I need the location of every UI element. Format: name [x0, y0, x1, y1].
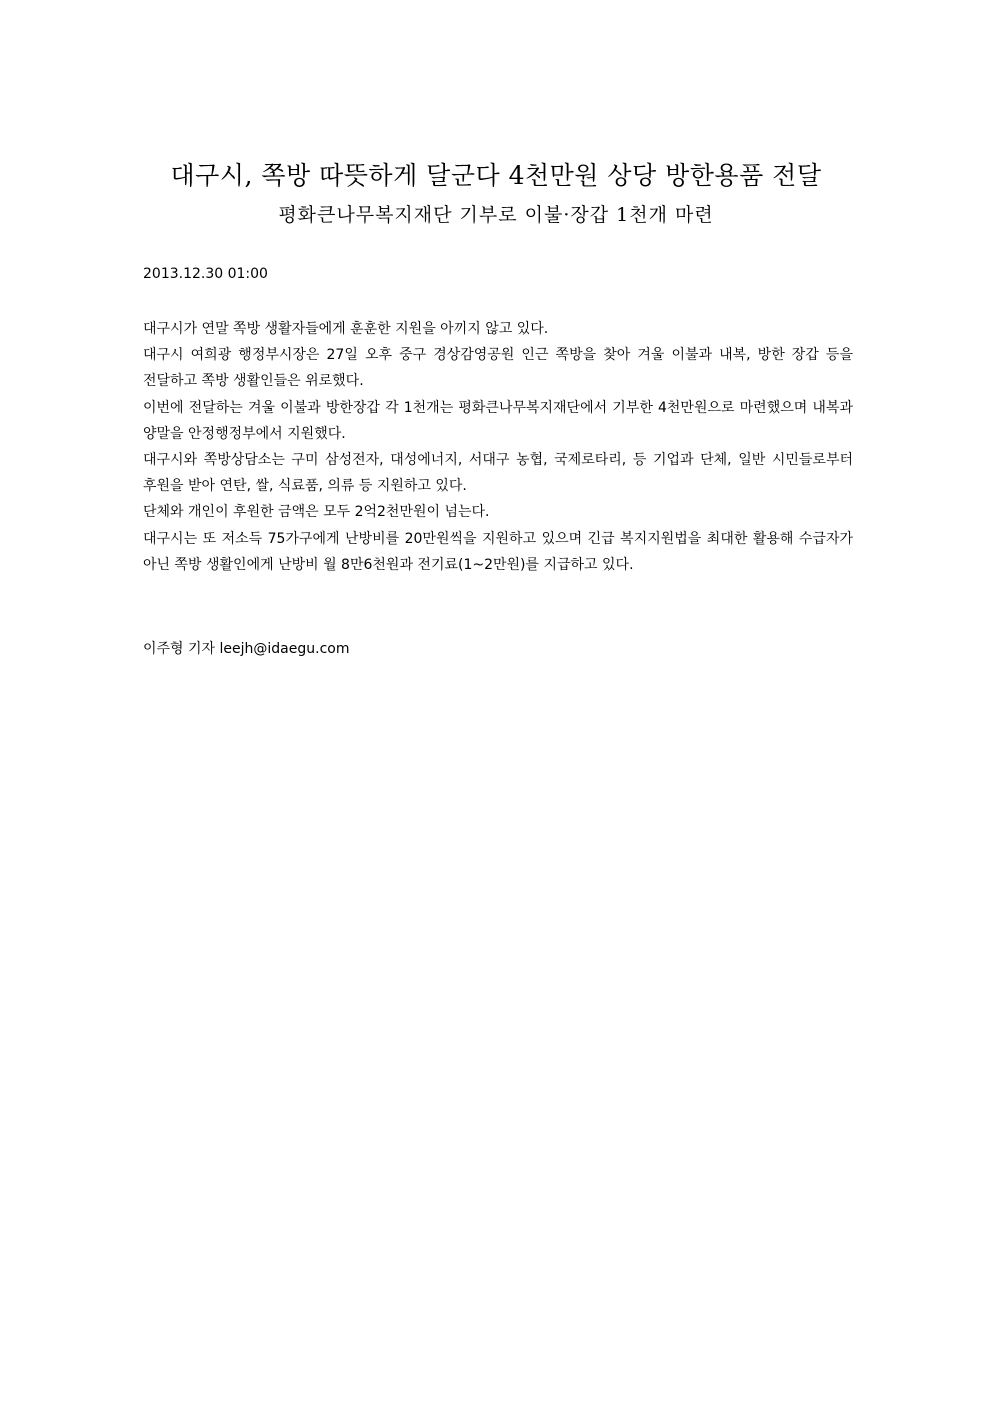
- article-paragraph: 단체와 개인이 후원한 금액은 모두 2억2천만원이 넘는다.: [143, 504, 490, 521]
- article-byline: 이주형 기자 leejh@idaegu.com: [143, 641, 350, 657]
- article-paragraph: 이번에 전달하는 겨울 이불과 방한장갑 각 1천개는 평화큰나무복지재단에서 기부한 4천만원으로 마련했으며 내복과 양말을 안정행정부에서 지원했다.: [143, 399, 853, 442]
- article-paragraph: 대구시가 연말 쪽방 생활자들에게 훈훈한 지원을 아끼지 않고 있다.: [143, 321, 549, 337]
- article-paragraph: 대구시 여희광 행정부시장은 27일 오후 중구 경상감영공원 인근 쪽방을 찾아 겨울 이불과 내복, 방한 장갑 등을 전달하고 쪽방 생활인들은 위로했다.: [143, 347, 853, 390]
- article-dateline: 2013.12.30 01:00: [143, 266, 268, 282]
- article-headline: 대구시, 쪽방 따뜻하게 달군다 4천만원 상당 방한용품 전달: [170, 161, 822, 190]
- article-body: [143, 316, 853, 578]
- article-paragraph: 대구시와 쪽방상담소는 구미 삼성전자, 대성에너지, 서대구 농협, 국제로타리, 등 기업과 단체, 일반 시민들로부터 후원을 받아 연탄, 쌀, 식료품, 의류 등 지원하고 있다.: [143, 452, 853, 495]
- article-subheadline: 평화큰나무복지재단 기부로 이불·장갑 1천개 마련: [278, 204, 714, 226]
- article-paragraph: 대구시는 또 저소득 75가구에게 난방비를 20만원씩을 지원하고 있으며 긴급 복지지원법을 최대한 활용해 수급자가 아닌 쪽방 생활인에게 난방비 월 8만6천원과 전기료(1~2만원)를 지급하고 있다.: [143, 530, 853, 573]
